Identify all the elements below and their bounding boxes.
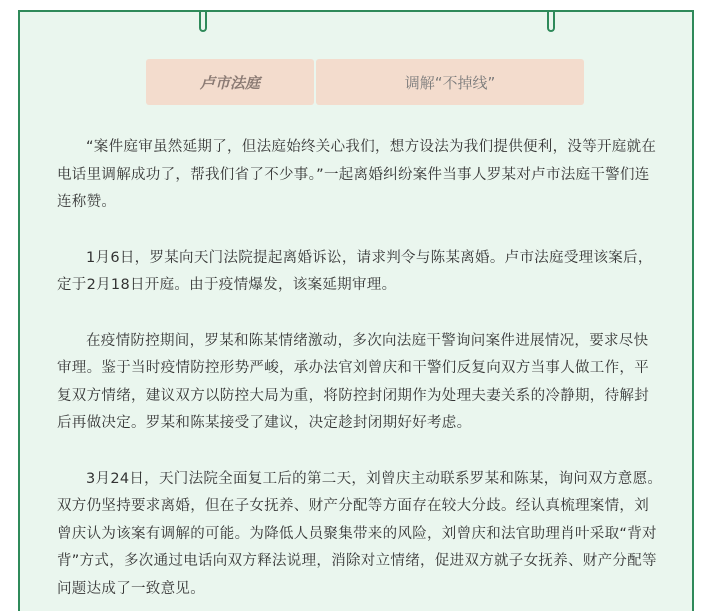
right-hanger-decoration bbox=[547, 12, 555, 32]
paragraph-3: 在疫情防控期间，罗某和陈某情绪激动，多次向法庭干警询问案件进展情况，要求尽快审理。鉴于当时疫情防控形势严峻，承办法官刘曾庆和干警们反复向双方当事人做工作，平复双方情绪，建议双方以防控大局为重，将防控封闭期作为处理夫妻关系的冷静期，待解封后再做决定。罗某和陈某接受了建议，决定趁封闭期好好考虑。 bbox=[57, 332, 649, 431]
tab-mediation[interactable]: 调解“不掉线” bbox=[316, 59, 584, 105]
paragraph-1: “案件庭审虽然延期了，但法庭始终关心我们，想方设法为我们提供便利，没等开庭就在电话里调解成功了，帮我们省了不少事。”一起离婚纠纷案件当事人罗某对卢市法庭干警们连连称赞。 bbox=[57, 139, 657, 210]
paragraph-4: 3月24日，天门法院全面复工后的第二天，刘曾庆主动联系罗某和陈某，询问双方意愿。双方仍坚持要求离婚，但在子女抚养、财产分配等方面存在较大分歧。经认真梳理案情，刘曾庆认为该案有调解的可能。为降低人员聚集带来的风险，刘曾庆和法官助理肖叶采取“背对背”方式，多次通过电话向双方释法说理，消除对立情绪，促进双方就子女抚养、财产分配等问题达成了一致意见。 bbox=[57, 470, 663, 597]
left-hanger-decoration bbox=[199, 12, 207, 32]
tab-court-name[interactable]: 卢市法庭 bbox=[146, 59, 314, 105]
paragraph-2: 1月6日，罗某向天门法院提起离婚诉讼，请求判令与陈某离婚。卢市法庭受理该案后，定于2月18日开庭。由于疫情爆发，该案延期审理。 bbox=[57, 249, 653, 293]
section-tabs bbox=[146, 59, 584, 106]
article-body bbox=[57, 134, 663, 611]
